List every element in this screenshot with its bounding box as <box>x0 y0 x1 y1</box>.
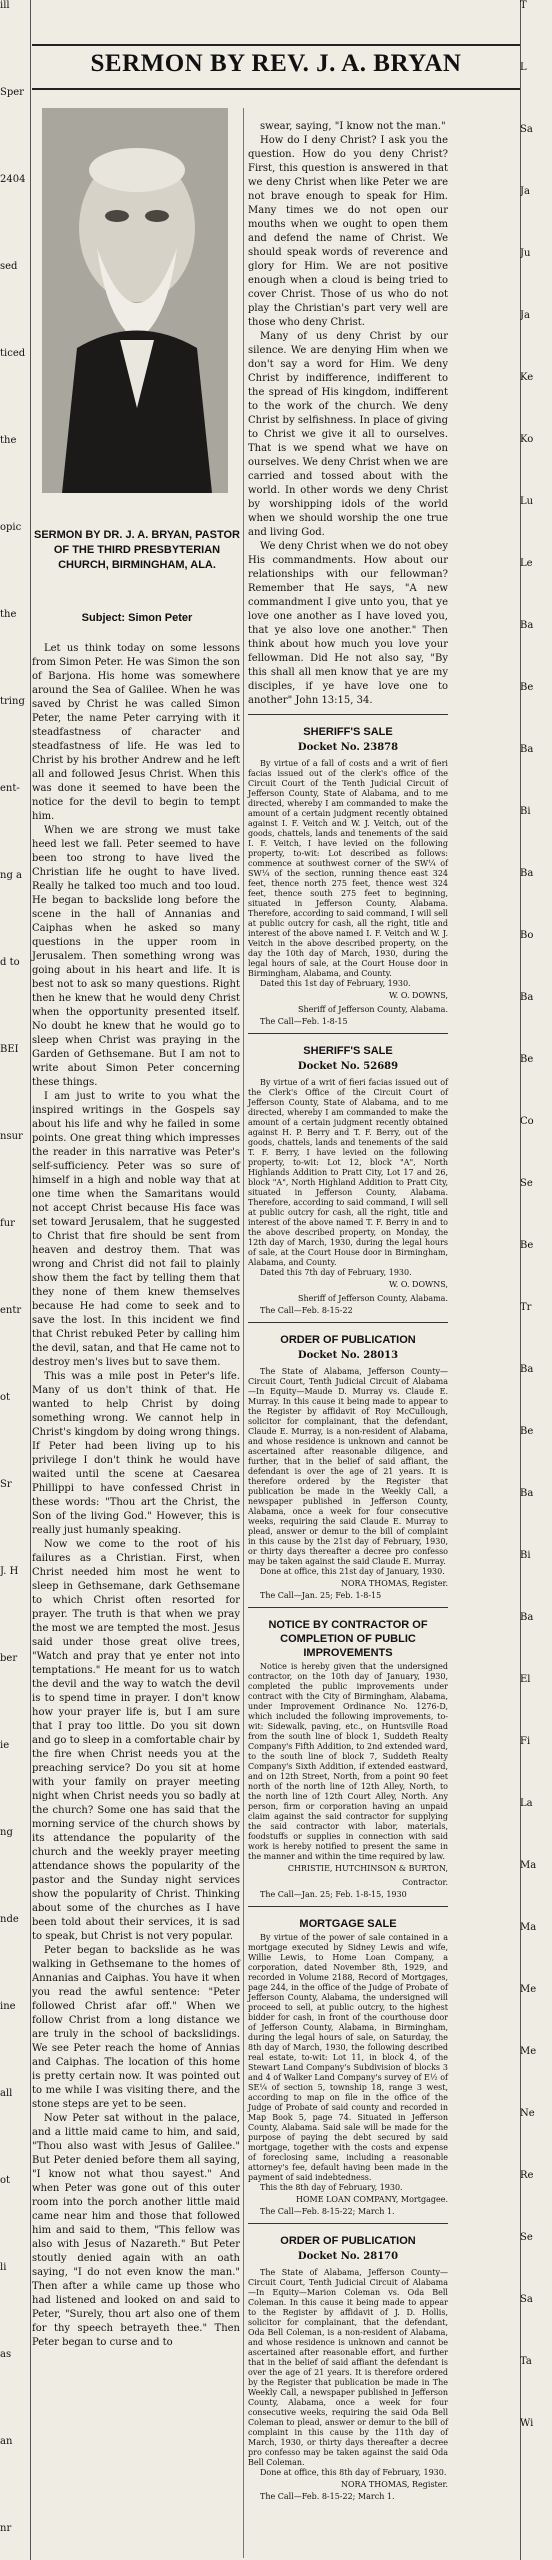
notice-date: This the 8th day of February, 1930. <box>260 2183 403 2192</box>
left-strip-fragment: li <box>0 2262 7 2273</box>
left-edge-strip <box>0 0 30 2560</box>
notice-rule <box>248 1033 448 1034</box>
notice-signer: W. O. DOWNS, <box>388 1280 448 1289</box>
left-strip-fragment: ng <box>0 1827 13 1838</box>
right-strip-fragment: Ja <box>520 186 530 197</box>
right-strip-fragment: Ba <box>520 992 534 1003</box>
notice-run-dates: The Call—Feb. 8-15-22 <box>260 1306 353 1315</box>
sermon-paragraph: We deny Christ when we do not obey His commandments. How about our relationships with our fellowman? Remember that He says, "A new commandment I give unto you, that ye love one another as I have loved you, that ye also love one another." Then think about how much you love your fellowman. Did He not also say, "By this shall all men know that ye are my disciples, if ye have love one to another" John 13:15, 34. <box>248 541 448 706</box>
left-strip-fragment: the <box>0 435 17 446</box>
legal-notice <box>248 1607 448 1900</box>
left-strip-fragment: as <box>0 2349 12 2360</box>
notice-docket: Docket No. 52689 <box>297 1061 399 1072</box>
main-article <box>32 0 520 2560</box>
notice-signer-title: Sheriff of Jefferson County, Alabama. <box>298 1005 448 1014</box>
right-strip-fragment: Ma <box>520 1860 537 1871</box>
notice-date: Dated this 1st day of February, 1930. <box>260 979 411 988</box>
right-strip-fragment: Ba <box>520 1488 534 1499</box>
right-strip-fragment: Ja <box>520 310 530 321</box>
right-strip-fragment: Ne <box>520 2108 535 2119</box>
right-strip-fragment: L <box>520 62 527 73</box>
right-strip-fragment: Ba <box>520 1612 534 1623</box>
legal-notice <box>248 1322 448 1601</box>
headline: SERMON BY REV. J. A. BRYAN <box>90 50 462 77</box>
left-strip-fragment: ie <box>0 1740 10 1751</box>
legal-notice <box>248 1906 448 2217</box>
notice-rule <box>248 1607 448 1608</box>
sermon-subject: Subject: Simon Peter <box>81 612 193 624</box>
right-strip-fragment: Fi <box>520 1736 531 1747</box>
right-strip-fragment: Ko <box>520 434 534 445</box>
right-strip-fragment: El <box>520 1674 531 1685</box>
sermon-column-2 <box>248 120 448 2502</box>
sermon-column-1 <box>32 642 240 2350</box>
right-strip-fragment: Me <box>520 2046 537 2057</box>
sermon-paragraph: Many of us deny Christ by our silence. We are denying Him when we don't say a word for Him. We deny Christ by indifference, indifferent to the spread of His kingdom, indifferent to the work of the church. We deny Christ by selfishness. In place of giving to Christ we give it all to ourselves. That is we spend what we have on ourselves. We deny Christ when we are carried and tossed about with the world. In other words we deny Christ by worshipping idols of the world when we should worship the one true and living God. <box>248 331 448 538</box>
left-strip-fragment: opic <box>0 522 22 533</box>
left-strip-fragment: the <box>0 609 17 620</box>
left-strip-fragment: ot <box>0 1392 11 1403</box>
right-strip-fragment: Bi <box>520 806 531 817</box>
right-strip-fragment: Ta <box>520 2356 532 2367</box>
notice-rule <box>248 2223 448 2224</box>
notice-body: By virtue of the power of sale contained in a mortgage executed by Sidney Lewis and wife, Willie Lewis, to Home Loan Company, a corporation, dated November 8th, 1929, and recorded in Volume 2188, Record of Mortgages, page 244, in the office of the Judge of Probate of Jefferson County, Alabama, the undersigned will proceed to sell, at public outcry, to the highest bidder for cash, in front of the courthouse door of Jefferson County, Alabama, in Birmingham, during the legal hours of sale, on Saturday, the 8th day of March, 1930, the following described real estate, to-wit: Lot 11, in block 4, of the Stewart Land Company's Subdivision of blocks 3 and 4 of Walker Land Company's survey of E½ of SE¼ of section 5, township 18, range 3 west, according to map on file in the office of the Judge of Probate of said county and recorded in Map Book 5, page 74. Situated in Jefferson County, Alabama. Said sale will be made for the purpose of paying the debt secured by said mortgage, together with the costs and expense of foreclosing same, including a reasonable attorney's fee, default having been made in the payment of said indebtedness. <box>248 1933 448 2182</box>
notice-docket: Docket No. 28013 <box>297 1350 399 1361</box>
right-strip-fragment: Sa <box>520 2294 533 2305</box>
right-strip-fragment: Re <box>520 2170 534 2181</box>
left-strip-fragment: ine <box>0 2001 16 2012</box>
right-strip-fragment: Be <box>520 1426 534 1437</box>
notice-run-dates: The Call—Feb. 8-15-22; March 1. <box>260 2492 395 2501</box>
portrait-photo <box>42 108 228 493</box>
sermon-paragraph: Peter began to backslide as he was walking in Gethsemane to the homes of Annanias and Caiphas. You have it when you read the awful sentence: "Peter followed Christ afar off." When we follow Christ from a long distance we are truly in the school of backslidings. We see Peter reach the home of Annias and Caiphas. The location of this home is pretty certain now. It was pointed out to me while I was visiting there, and the stone steps are yet to be seen. <box>32 1945 240 2110</box>
notice-body: The State of Alabama, Jefferson County—Circuit Court, Tenth Judicial Circuit of Alabama—In Equity—Marion Coleman vs. Oda Bell Coleman. In this cause it being made to appear to the Register by affidavit of J. D. Hollis, solicitor for complainant, that the defendant, Oda Bell Coleman, is a non-resident of Alabama, and whose residence is unknown and cannot be ascertained after reasonable effort, and further that in the belief of said affiant the defendant is over the age of 21 years. It is therefore ordered by the Register that publication be made in The Weekly Call, a newspaper published in Jefferson County, Alabama, once a week for four consecutive weeks, requiring the said Oda Bell Coleman to plead, answer or demur to the bill of complaint in this cause by the 11th day of March, 1930, or thirty days thereafter a decree pro confesso may be taken against the said Oda Bell Coleman. <box>248 2268 448 2467</box>
right-strip-fragment: Bi <box>520 1550 531 1561</box>
left-strip-fragment: fur <box>0 1218 15 1229</box>
notice-signer: W. O. DOWNS, <box>388 991 448 1000</box>
column-divider-left <box>30 0 31 2560</box>
left-strip-fragment: all <box>0 2088 13 2099</box>
notice-title: MORTGAGE SALE <box>299 1918 397 1930</box>
notice-signer: NORA THOMAS, Register. <box>340 2480 448 2489</box>
notice-docket: Docket No. 23878 <box>297 742 399 753</box>
left-strip-fragment: ill <box>0 0 10 11</box>
right-strip-fragment: Tr <box>520 1302 532 1313</box>
notice-date: Done at office, this 8th day of February, 1930. <box>260 2468 447 2477</box>
left-strip-fragment: tring <box>0 696 25 707</box>
left-strip-fragment: ot <box>0 2175 11 2186</box>
left-strip-fragment: ng a <box>0 870 22 881</box>
right-strip-fragment: Ke <box>520 372 534 383</box>
left-strip-fragment: ber <box>0 1653 18 1664</box>
notice-title: NOTICE BY CONTRACTOR OF COMPLETION OF PUBLIC IMPROVEMENTS <box>268 1619 428 1659</box>
sermon-paragraph: When we are strong we must take heed lest we fall. Peter seemed to have been too strong to have lived the Christian life he ought to have lived. Really he talked too much and too loud. He began to backslide long before the scene in the hall of Annanias and Caiphas when he asked so many questions in the upper room in Jerusalem. Then something wrong was going about in his heart and life. It is best not to ask so many questions. Right then he knew that he would deny Christ when the opportunity presented itself. No doubt he knew that he would go to sleep when Christ was praying in the Garden of Gethsemane. But I am not to write about Simon Peter concerning these things. <box>32 825 240 1088</box>
notice-rule <box>248 1322 448 1323</box>
right-edge-strip <box>520 0 552 2560</box>
left-strip-fragment: sed <box>0 261 18 272</box>
right-strip-fragment: Se <box>520 1178 533 1189</box>
notice-signer: NORA THOMAS, Register. <box>340 1579 448 1588</box>
legal-notice <box>248 1033 448 1316</box>
left-strip-fragment: nr <box>0 2523 12 2534</box>
headline-rule-top <box>32 44 520 46</box>
legal-notice <box>248 2223 448 2502</box>
notice-body: The State of Alabama, Jefferson County—Circuit Court, Tenth Judicial Circuit of Alabama—In Equity—Maude D. Murray vs. Claude E. Murray. In this cause it being made to appear to the Register by affidavit of Roy McCullough, solicitor for complainant, that the defendant, Claude E. Murray, is a non-resident of Alabama, and whose residence is unknown and cannot be ascertained after reasonable diligence, and further, that in the belief of said affiant, the defendant is over the age of 21 years. It is therefore ordered by the Register that publication be made in the Weekly Call, a newspaper published in Jefferson County, Alabama, once a week for four consecutive weeks, requiring the said Claude E. Murray to plead, answer or demur to the bill of complaint in this cause by the 21st day of February, 1930, or thirty days thereafter a decree pro confesso may be taken against the said Claude E. Murray. <box>248 1367 448 1566</box>
right-strip-fragment: Be <box>520 1054 534 1065</box>
right-strip-fragment: La <box>520 1798 533 1809</box>
notice-rule <box>248 1906 448 1907</box>
left-strip-fragment: d to <box>0 957 20 968</box>
left-strip-fragment: BEI <box>0 1044 19 1055</box>
notice-rule <box>248 714 448 715</box>
notice-signer-title: Sheriff of Jefferson County, Alabama. <box>298 1294 448 1303</box>
notice-run-dates: The Call—Jan. 25; Feb. 1-8-15 <box>260 1591 382 1600</box>
sermon-paragraph: Let us think today on some lessons from Simon Peter. He was Simon the son of Barjona. His home was somewhere around the Sea of Galilee. When he was saved by Christ he was called Simon Peter, the name Peter carrying with it steadfastness of character and steadfastness of life. He was led to Christ by his brother Andrew and he left all and followed Jesus Christ. When this was done it seemed to have been the notice for the devil to begin to tempt him. <box>32 643 240 822</box>
right-strip-fragment: Sa <box>520 124 533 135</box>
right-strip-fragment: T <box>520 0 527 11</box>
left-strip-fragment: ent- <box>0 783 20 794</box>
right-strip-fragment: Ba <box>520 620 534 631</box>
headline-rule-bottom <box>32 88 520 90</box>
sermon-paragraph: swear, saying, "I know not the man." <box>260 121 446 132</box>
right-strip-fragment: Be <box>520 1240 534 1251</box>
notice-date: Dated this 7th day of February, 1930. <box>260 1268 412 1277</box>
notice-body: By virtue of a fall of costs and a writ of fieri facias issued out of the clerk's office of the Circuit Court of the Tenth Judicial Circuit of Jefferson County, State of Alabama, and to me directed, whereby I am commanded to make the amount of a certain judgment recently obtained against I. F. Veitch and W. J. Veitch, out of the goods, chattels, lands and tenements of the said I. F. Veitch, I have levied on the following property, to-wit: Lot described as follows: commence at southwest corner of the SW¼ of SW¼ of the section, running thence east 324 feet, thence north 275 feet, thence west 324 feet, thence south 275 feet to beginning, situated in Jefferson County, Alabama. Therefore, according to said command, I will sell at public outcry for cash, all the right, title and interest of the above named I. F. Veitch and W. J. Veitch in the above described property, on the day the 10th day of March, 1930, during the legal hours of sale, at the Court House door in Birmingham, Alabama, and County. <box>248 759 448 978</box>
inner-column-divider <box>243 108 244 2558</box>
left-strip-fragment: an <box>0 2436 13 2447</box>
right-strip-fragment: Le <box>520 558 533 569</box>
notice-run-dates: The Call—Feb. 1-8-15 <box>260 1017 348 1026</box>
left-strip-fragment: nde <box>0 1914 19 1925</box>
notice-run-dates: The Call—Jan. 25; Feb. 1-8-15, 1930 <box>260 1890 407 1899</box>
photo-caption: SERMON BY DR. J. A. BRYAN, PASTOR OF THE THIRD PRESBYTERIAN CHURCH, BIRMINGHAM, ALA. <box>34 529 240 571</box>
right-strip-fragment: Wi <box>520 2418 534 2429</box>
left-strip-fragment: Sr <box>0 1479 12 1490</box>
sermon-paragraph: Now Peter sat without in the palace, and a little maid came to him, and said, "Thou also wast with Jesus of Galilee." But Peter denied before them all saying, "I know not what thou sayest." And when Peter was gone out of this outer room into the porch another little maid came near him and those that followed him and said to them, "This fellow was also with Jesus of Nazareth." But Peter stoutly denied again with an oath saying, "I do not even know the man." Then after a while came up those who had listened and looked on and said to Peter, "Surely, thou art also one of them for thy speech betrayeth thee." Then Peter began to curse and to <box>32 2113 240 2348</box>
sermon-paragraph: I am just to write to you what the inspired writings in the Gospels say about his life and why he failed in some points. One great thing which impresses the reader in this narrative was Peter's self-sufficiency. Peter was so sure of himself in a high and noble way that at one time when the Samaritans would not accept Christ because His face was set toward Jerusalem, that he suggested to Christ that fire should be sent from heaven and destroy them. That was wrong and Christ did not fail to plainly show them the fact by telling them that they none of them knew themselves because He had come to seek and to save the lost. In this incident we find that Christ rebuked Peter by calling him the devil, satan, and that He came not to destroy men's lives but to save them. <box>32 1091 240 1368</box>
sermon-paragraph: How do I deny Christ? I ask you the question. How do you deny Christ? First, this question is answered in that we deny Christ when like Peter we are not brave enough to speak for Him. Many times we do not open our mouths when we ought to open them and defend the name of Christ. We should speak words of reverence and glory for Him. We are not positive enough when a cloud is being tried to cover Christ. Those of us who do not play the Christian's part very well are those who deny Christ. <box>248 135 448 328</box>
notice-title: SHERIFF'S SALE <box>303 1045 393 1057</box>
right-strip-fragment: Ma <box>520 1922 537 1933</box>
notice-body: By virtue of a writ of fieri facias issued out of the Clerk's Office of the Circuit Court of Jefferson County, State of Alabama, and to me directed, whereby I am commanded to make the amount of a certain judgment recently obtained against H. P. Berry and T. F. Berry, out of the goods, chattels, lands and tenements of the said T. F. Berry, I have levied on the following property, to-wit: Lot 12, block "A", North Highlands Addition to Pratt City, Lot 17 and 26, block "A", North Highland Addition to Pratt City, situated in Jefferson County, Alabama. Therefore, according to said command, I will sell at public outcry for cash, all the right, title and interest of the above named T. F. Berry in and to the above described property, on Monday, the 12th day of March, 1930, during the legal hours of sale, at the Court House door in Birmingham, Alabama, and County. <box>248 1078 448 1267</box>
right-strip-fragment: Bo <box>520 930 534 941</box>
left-strip-fragment: J. H <box>0 1566 19 1577</box>
right-strip-fragment: Ba <box>520 1364 534 1375</box>
left-strip-fragment: nsur <box>0 1131 23 1142</box>
right-strip-fragment: Co <box>520 1116 534 1127</box>
legal-notice <box>248 714 448 1027</box>
notice-title: ORDER OF PUBLICATION <box>280 1334 416 1346</box>
right-strip-fragment: Se <box>520 2232 533 2243</box>
left-strip-fragment: Sper <box>0 87 24 98</box>
notice-title: ORDER OF PUBLICATION <box>280 2235 416 2247</box>
right-strip-fragment: Lu <box>520 496 534 507</box>
sermon-paragraph: Now we come to the root of his failures as a Christian. First, when Christ needed him most he went to sleep in Gethsemane, dark Gethsemane to which Christ often resorted for prayer. The truth is that when we pray the most we are tempted the most. Jesus said under those great olive trees, "Watch and pray that ye enter not into temptations." He meant for us to watch the devil and the way to watch the devil is to spend time in prayer. I don't know how your prayer life is, but I am sure that I pray too little. Do you sit down and go to sleep in a comfortable chair by the fire when Christ needs you at the preaching service? Do you sit at home with your family on prayer meeting night when Christ needs you so badly at the church? Some one has said that the morning service of the church shows by its attendance the popularity of the church and the weekly prayer meeting attendance shows the popularity of the pastor and the Sunday night services show the popularity of Christ. Thinking about some of the churches as I have been told about their services, it is sad to speak, but Christ is not very popular. <box>32 1539 240 1942</box>
notice-title: SHERIFF'S SALE <box>303 726 393 738</box>
left-strip-fragment: 2404 <box>0 174 26 185</box>
left-strip-fragment: ticed <box>0 348 26 359</box>
notice-run-dates: The Call—Feb. 8-15-22; March 1. <box>260 2207 395 2216</box>
notice-signer: HOME LOAN COMPANY, Mortgagee. <box>295 2195 448 2204</box>
left-strip-fragment: entr <box>0 1305 22 1316</box>
right-strip-fragment: Ba <box>520 868 534 879</box>
notice-date: Done at office, this 21st day of January, 1930. <box>260 1567 445 1576</box>
sermon-paragraph: This was a mile post in Peter's life. Many of us don't think of that. He wanted to help Christ by doing something wrong. We cannot help in Christ's kingdom by doing wrong things. If Peter had been living up to his privilege I don't think he would have waited until the scene at Caesarea Phillippi to have confessed Christ in these words: "Thou art the Christ, the Son of the living God." However, this is really just humanly speaking. <box>32 1371 240 1536</box>
right-strip-fragment: Be <box>520 682 534 693</box>
notice-body: Notice is hereby given that the undersigned contractor, on the 10th day of January, 1930, completed the public improvements under contract with the City of Birmingham, Alabama, under Improvement Ordinance No. 1276-D, which included the following improvements, to-wit: Sidewalk, paving, etc., on Huntsville Road from the south line of block 1, Suddeth Realty Company's Fifth Addition, to 2nd extended ward, to the south line of block 7, Suddeth Realty Company's Sixth Addition, if extended eastward, and on 12th Street, North, from a point 90 feet north of the north line of 12th Alley, North, to the north line of 12th Court Alley, North. Any person, firm or corporation having an unpaid claim against the said contractor for supplying the said contractor with labor, materials, foodstuffs or supplies in connection with said work is hereby notified to present the same in the manner and within the time required by law. <box>248 1662 448 1861</box>
portrait-figure <box>42 108 228 493</box>
right-strip-fragment: Ba <box>520 744 534 755</box>
notice-docket: Docket No. 28170 <box>297 2251 399 2262</box>
right-strip-fragment: Me <box>520 1984 537 1995</box>
right-strip-fragment: Ju <box>520 248 531 259</box>
notice-signer: CHRISTIE, HUTCHINSON & BURTON, Contractor. <box>287 1864 448 1887</box>
